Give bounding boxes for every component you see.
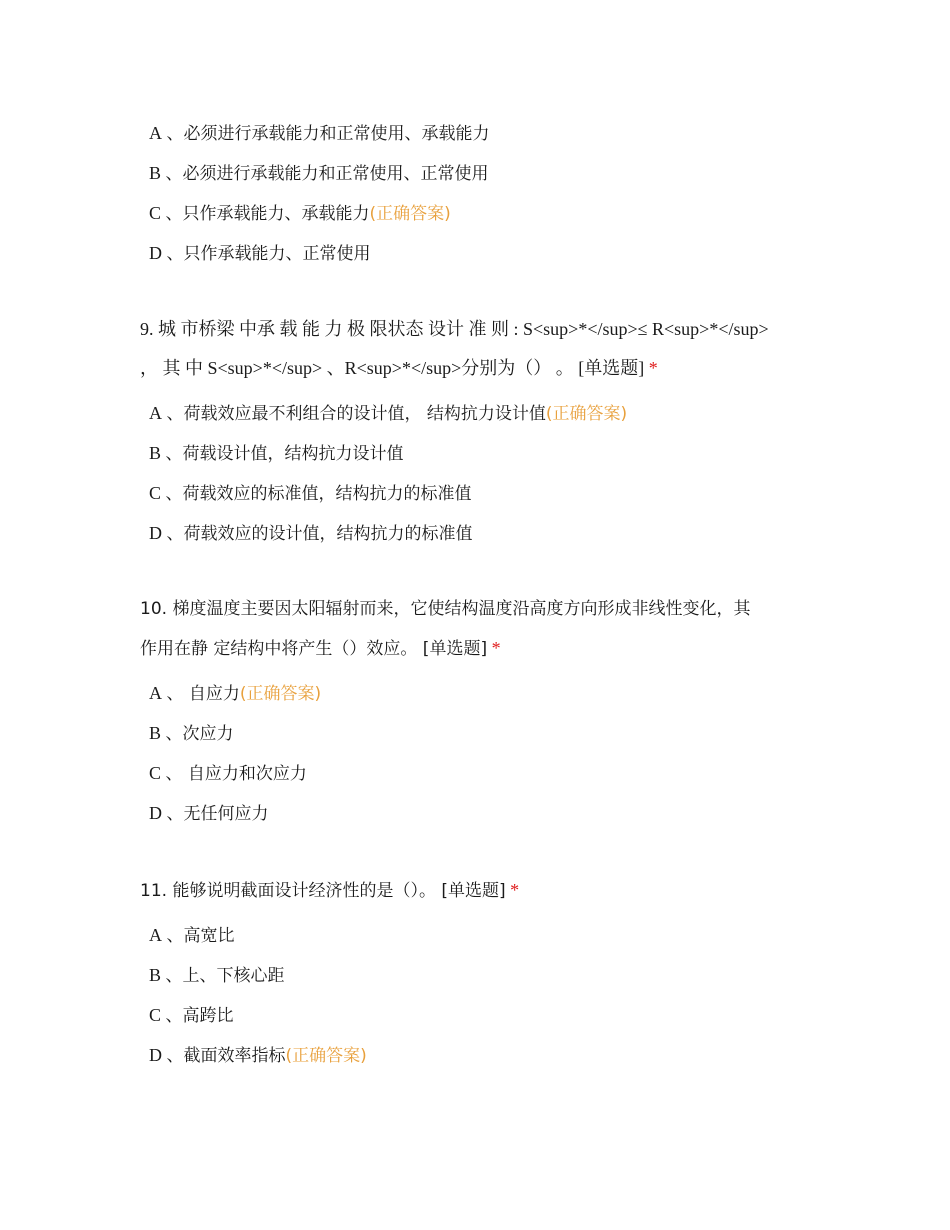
- option-letter: C: [149, 203, 162, 223]
- option-letter: C: [149, 763, 162, 783]
- option-letter: D: [149, 523, 162, 543]
- option-text: 荷载效应最不利组合的设计值， 结构抗力设计值: [183, 404, 546, 424]
- q8-option-d[interactable]: D 、只作承载能力、正常使用: [149, 243, 371, 264]
- correct-answer-mark: (正确答案): [239, 684, 322, 704]
- option-text: 必须进行承载能力和正常使用、正常使用: [182, 164, 489, 184]
- required-marker: *: [510, 880, 520, 900]
- option-text: 荷载设计值，结构抗力设计值: [182, 444, 404, 464]
- option-letter: A: [149, 925, 162, 945]
- option-letter: A: [149, 683, 162, 703]
- q11-title: [140, 878, 810, 903]
- q10-title-line1: 10. 梯度温度主要因太阳辐射而来，它使结构温度沿高度方向形成非线性变化，其: [140, 599, 751, 619]
- option-text: 自应力和次应力: [182, 764, 307, 784]
- option-letter: D: [149, 243, 162, 263]
- option-letter: C: [149, 1005, 162, 1025]
- q10-option-b[interactable]: B 、次应力: [149, 723, 234, 744]
- q10-title-text: 作用在静 定结构中将产生（）效应。 [单选题]: [140, 639, 488, 659]
- q9-option-c[interactable]: C 、荷载效应的标准值，结构抗力的标准值: [149, 483, 472, 504]
- correct-answer-mark: (正确答案): [369, 204, 451, 224]
- option-text: 自应力: [183, 684, 240, 704]
- correct-answer-mark: (正确答案): [545, 404, 628, 424]
- option-letter: B: [149, 443, 162, 463]
- q10-title-line2: [140, 636, 810, 661]
- option-letter: B: [149, 163, 162, 183]
- option-text: 高宽比: [183, 926, 235, 946]
- q11-option-d[interactable]: D 、截面效率指标(正确答案): [149, 1045, 367, 1066]
- q9-option-d[interactable]: D 、荷载效应的设计值，结构抗力的标准值: [149, 523, 473, 544]
- q9-option-a[interactable]: A 、荷载效应最不利组合的设计值， 结构抗力设计值(正确答案): [149, 403, 628, 424]
- q10-option-a[interactable]: A 、 自应力(正确答案): [149, 683, 322, 704]
- q10-option-d[interactable]: D 、无任何应力: [149, 803, 269, 824]
- option-text: 上、下核心距: [182, 966, 285, 986]
- q10-option-c[interactable]: C 、 自应力和次应力: [149, 763, 307, 784]
- option-text: 必须进行承载能力和正常使用、承载能力: [183, 124, 490, 144]
- option-text: 次应力: [182, 724, 234, 744]
- q9-title-text: ， 其 中 S<sup>*</sup> 、R<sup>*</sup>分别为（） 。 [单选题]: [140, 358, 645, 378]
- option-letter: D: [149, 803, 162, 823]
- option-text: 荷载效应的标准值，结构抗力的标准值: [182, 484, 472, 504]
- option-letter: A: [149, 123, 162, 143]
- option-letter: D: [149, 1045, 162, 1065]
- option-text: 高跨比: [182, 1006, 234, 1026]
- required-marker: *: [491, 638, 501, 658]
- option-letter: B: [149, 723, 162, 743]
- option-text: 只作承载能力、承载能力: [182, 204, 370, 224]
- option-text: 荷载效应的设计值，结构抗力的标准值: [183, 524, 473, 544]
- q11-title-text: 11. 能够说明截面设计经济性的是（）。 [单选题]: [140, 881, 506, 901]
- q11-option-a[interactable]: A 、高宽比: [149, 925, 235, 946]
- q8-option-c[interactable]: C 、只作承载能力、承载能力(正确答案): [149, 203, 451, 224]
- required-marker: *: [648, 358, 658, 378]
- q9-title-line2: [140, 356, 810, 380]
- correct-answer-mark: (正确答案): [285, 1046, 367, 1066]
- option-letter: B: [149, 965, 162, 985]
- q9-option-b[interactable]: B 、荷载设计值，结构抗力设计值: [149, 443, 404, 464]
- q8-option-b[interactable]: B 、必须进行承载能力和正常使用、正常使用: [149, 163, 489, 184]
- q11-option-c[interactable]: C 、高跨比: [149, 1005, 234, 1026]
- q11-option-b[interactable]: B 、上、下核心距: [149, 965, 285, 986]
- option-letter: C: [149, 483, 162, 503]
- option-text: 只作承载能力、正常使用: [183, 244, 371, 264]
- q9-title-line1: 9. 城 市桥梁 中承 载 能 力 极 限状态 设计 准 则 : S<sup>*</sup>≤ R<sup>*</sup>: [140, 319, 769, 339]
- option-text: 无任何应力: [183, 804, 269, 824]
- q8-option-a[interactable]: A 、必须进行承载能力和正常使用、承载能力: [149, 123, 490, 144]
- option-letter: A: [149, 403, 162, 423]
- option-text: 截面效率指标: [183, 1046, 286, 1066]
